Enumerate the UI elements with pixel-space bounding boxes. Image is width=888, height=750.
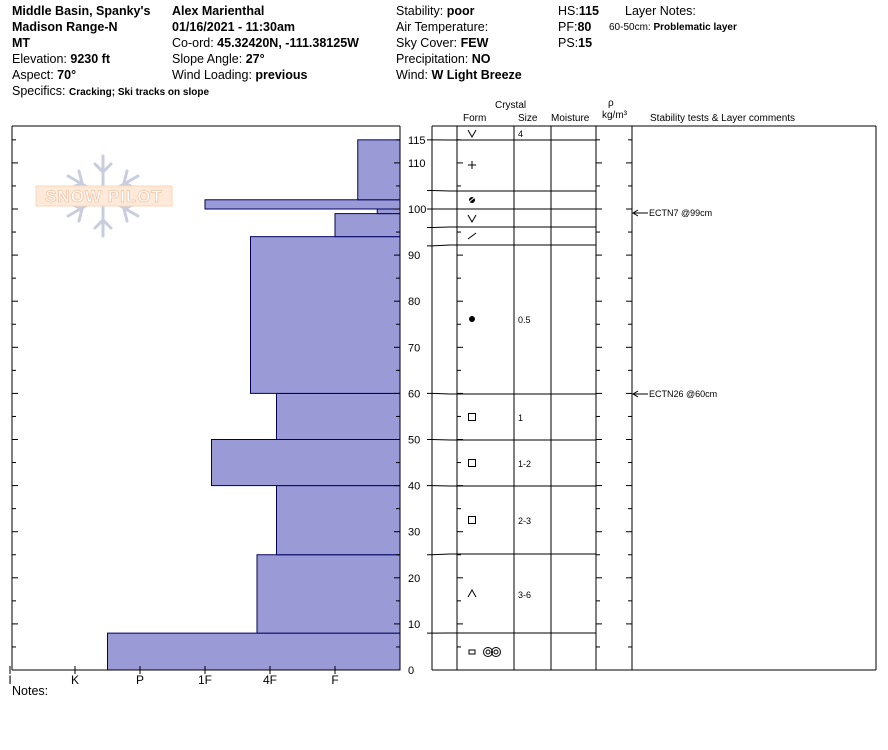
observer: Alex Marienthal — [172, 4, 265, 18]
density-unit-header: kg/m³ — [602, 110, 627, 121]
depth-tick-label: 80 — [408, 296, 421, 309]
grain-size-label: 1 — [518, 413, 524, 423]
depth-tick-label: 90 — [408, 250, 421, 263]
depth-tick-label: 60 — [408, 388, 421, 401]
depth-tick-label: 30 — [408, 526, 421, 539]
aspect: Aspect: 70° — [12, 68, 77, 82]
rho-header: ρ — [608, 98, 614, 109]
layer-connector — [427, 440, 457, 441]
layer-notes-label: Layer Notes: — [625, 4, 696, 18]
moisture-header: Moisture — [551, 113, 590, 124]
hardness-bar — [205, 200, 400, 209]
air-temperature: Air Temperature: — [396, 20, 489, 34]
depth-tick-label: 20 — [408, 572, 421, 585]
melt-freeze-icon — [494, 650, 498, 654]
surface-hoar-icon — [468, 130, 476, 137]
form-header: Form — [463, 113, 487, 124]
coordinates: Co-ord: 45.32420N, -111.38125W — [172, 36, 359, 50]
depth-tick-label: 115 — [408, 134, 426, 147]
hardness-bar — [358, 140, 400, 200]
hardness-bar — [277, 486, 401, 555]
ps: PS:15 — [558, 36, 593, 50]
grain-size-label: 3-6 — [518, 590, 532, 600]
hardness-bar — [212, 440, 401, 486]
decomposing-fragments-icon — [468, 233, 476, 239]
size-header: Size — [518, 113, 538, 124]
hardness-bar — [277, 393, 401, 439]
hardness-tick-label: 1F — [197, 673, 213, 687]
hardness-tick-label: P — [135, 673, 145, 687]
wind-loading: Wind Loading: previous — [172, 68, 308, 82]
state: MT — [12, 36, 31, 50]
hardness-tick-label: K — [70, 673, 80, 687]
stability-test-label: ECTN26 @60cm — [649, 389, 718, 399]
surface-hoar-icon — [468, 215, 476, 222]
location-line-2: Madison Range-N — [12, 20, 118, 34]
rounded-grains-icon — [469, 316, 475, 322]
elevation: Elevation: 9230 ft — [12, 52, 110, 66]
depth-tick-label: 50 — [408, 434, 421, 447]
depth-tick-label: 10 — [408, 618, 421, 631]
location-line-1: Middle Basin, Spanky's — [12, 4, 151, 18]
wind: Wind: W Light Breeze — [396, 68, 522, 82]
stability-test-label: ECTN7 @99cm — [649, 208, 713, 218]
grain-size-label: 1-2 — [518, 459, 532, 469]
slope-angle: Slope Angle: 27° — [172, 52, 265, 66]
hardness-tick-label: I — [8, 673, 12, 687]
sky-cover: Sky Cover: FEW — [396, 36, 489, 50]
melt-freeze-icon — [469, 650, 475, 654]
hardness-bar — [108, 633, 401, 670]
snowpilot-watermark — [36, 156, 172, 236]
datetime: 01/16/2021 - 11:30am — [172, 20, 296, 34]
faceted-crystals-icon — [469, 414, 476, 421]
depth-tick-label: 40 — [408, 480, 421, 493]
hardness-tick-label: 4F — [262, 673, 278, 687]
specifics: Specifics: Cracking; Ski tracks on slope — [12, 84, 210, 98]
hardness-bar — [257, 555, 400, 633]
hardness-tick-label: F — [331, 673, 339, 687]
faceted-crystals-icon — [469, 517, 476, 524]
grain-size-label: 0.5 — [518, 315, 531, 325]
depth-tick-label: 0 — [408, 665, 415, 677]
hs: HS:115 — [558, 4, 600, 18]
depth-hoar-icon — [468, 590, 476, 597]
layer-note: 60-50cm: Problematic layer — [609, 22, 737, 33]
grain-size-label: 2-3 — [518, 516, 532, 526]
melt-freeze-icon — [486, 650, 490, 654]
hardness-bar — [335, 214, 400, 237]
precipitation: Precipitation: NO — [396, 52, 491, 66]
notes-label: Notes: — [12, 684, 49, 698]
crystal-header: Crystal — [495, 100, 527, 111]
hardness-bar — [377, 209, 400, 214]
pf: PF:80 — [558, 20, 592, 34]
watermark-text: SNOW PILOT — [45, 187, 163, 206]
grain-size-label: 4 — [518, 129, 524, 139]
faceted-crystals-icon — [469, 460, 476, 467]
hardness-bar — [251, 237, 401, 394]
depth-tick-label: 100 — [408, 204, 427, 216]
depth-tick-label: 70 — [408, 342, 421, 355]
stability: Stability: poor — [396, 4, 475, 18]
comments-header: Stability tests & Layer comments — [650, 113, 796, 124]
depth-tick-label: 110 — [408, 157, 426, 170]
